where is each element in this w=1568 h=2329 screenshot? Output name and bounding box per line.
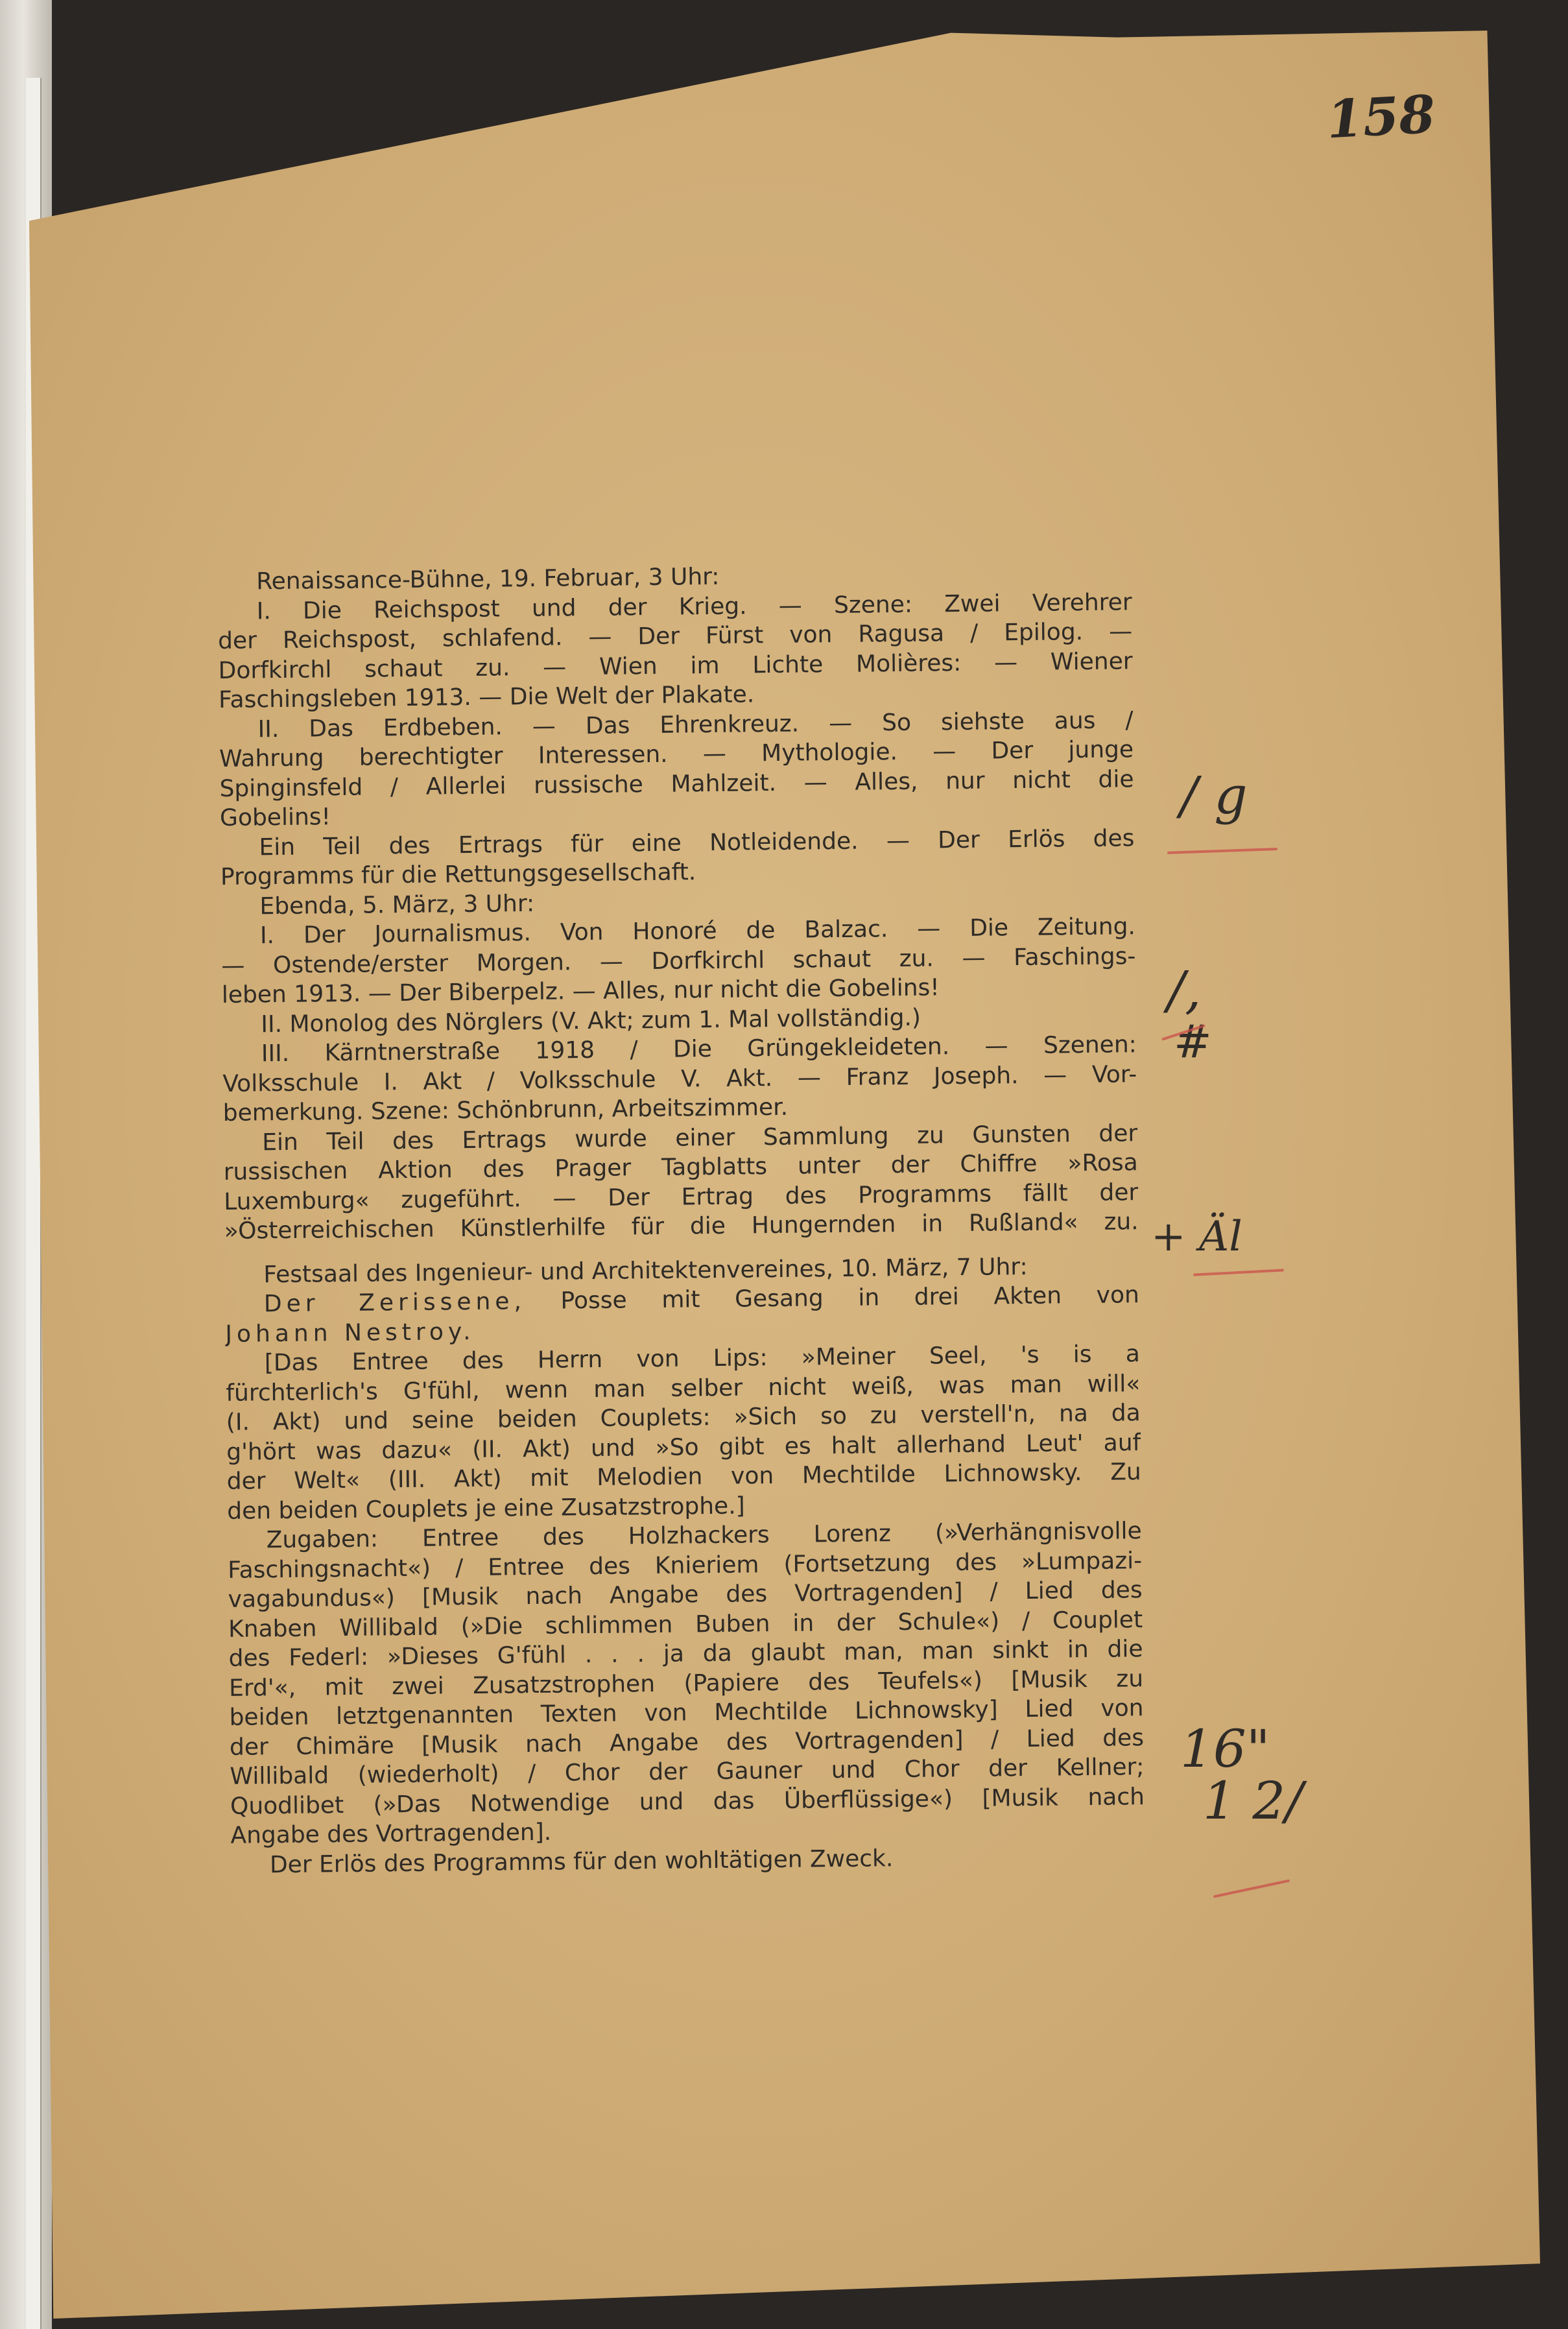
- text-line: »Österreichischen Künstlerhilfe für die Hungernden in Rußland« zu.: [224, 1208, 1139, 1245]
- text-line: — Ostende/erster Morgen. — Dorfkirchl schaut zu. — Faschings-: [221, 942, 1136, 979]
- text-line: Ein Teil des Ertrags wurde einer Sammlung zu Gunsten der: [262, 1119, 1138, 1156]
- margin-note: 1 2/: [1203, 1771, 1303, 1831]
- text-line: Faschingsleben 1913. — Die Welt der Plakate.: [218, 681, 755, 713]
- text-line: vagabundus«) [Musik nach Angabe des Vortragenden] / Lied des: [228, 1577, 1143, 1613]
- text-line: der Chimäre [Musik nach Angabe des Vortragenden] / Lied des: [229, 1724, 1145, 1761]
- text-line: beiden letztgenannten Texten von Mechtilde Lichnowsky] Lied von: [229, 1695, 1144, 1731]
- text-line: I. Die Reichspost und der Krieg. — Szene: Zwei Verehrer: [256, 588, 1132, 625]
- margin-note: 16": [1180, 1719, 1270, 1779]
- text-line: Der Erlös des Programms für den wohltätigen Zweck.: [269, 1845, 894, 1878]
- text-line: I. Der Journalismus. Von Honoré de Balzac. — Die Zeitung.: [259, 913, 1136, 950]
- heading-ebenda: Ebenda, 5. März, 3 Uhr:: [259, 890, 535, 920]
- text-line: Ein Teil des Ertrags für eine Notleidende. — Der Erlös des: [259, 824, 1135, 861]
- text-line: der Welt« (III. Akt) mit Melodien von Mechtilde Lichnowsky. Zu: [226, 1459, 1141, 1495]
- text-line: Willibald (wiederholt) / Chor der Gauner und Chor der Kellner;: [230, 1754, 1145, 1790]
- margin-note: + Äl: [1151, 1213, 1242, 1261]
- text-line: Dorfkirchl schaut zu. — Wien im Lichte Molières: — Wiener: [218, 647, 1133, 684]
- heading-renaissance: Renaissance-Bühne, 19. Februar, 3 Uhr:: [256, 563, 720, 595]
- text-line: Luxemburg« zugeführt. — Der Ertrag des Programms fällt der: [224, 1178, 1139, 1215]
- text-line: Wahrung berechtigter Interessen. — Mythologie. — Der junge: [219, 736, 1134, 772]
- text-line: leben 1913. — Der Biberpelz. — Alles, nur nicht die Gobelins!: [221, 974, 940, 1009]
- text-line: Faschingsnacht«) / Entree des Knieriem (Fortsetzung des »Lumpazi-: [227, 1547, 1143, 1584]
- text-line: (I. Akt) und seine beiden Couplets: »Sich so zu verstell'n, na da: [226, 1400, 1141, 1436]
- text-line: der Reichspost, schlafend. — Der Fürst von Ragusa / Epilog. —: [217, 618, 1133, 654]
- heading-festsaal: Festsaal des Ingenieur- und Architektenvereines, 10. März, 7 Uhr:: [263, 1253, 1028, 1288]
- text-line: Spinginsfeld / Allerlei russische Mahlzeit. — Alles, nur nicht die: [219, 765, 1134, 802]
- play-title: Der Zerissene,: [263, 1288, 527, 1318]
- text-line: Quodlibet (»Das Notwendige und das Überflüssige«) [Musik nach: [230, 1783, 1145, 1820]
- text-line: fürchterlich's G'fühl, wenn man selber nicht weiß, was man will«: [226, 1370, 1141, 1407]
- text-line: g'hört was dazu« (II. Akt) und »So gibt es halt allerhand Leut' auf: [226, 1429, 1141, 1466]
- play-description: Posse mit Gesang in drei Akten von: [560, 1282, 1140, 1315]
- text-line: Programms für die Rettungsgesellschaft.: [220, 859, 696, 890]
- text-line: [Das Entree des Herrn von Lips: »Meiner Seel, 's is a: [264, 1341, 1140, 1377]
- text-line: Angabe des Vortragenden].: [230, 1819, 552, 1849]
- text-line: II. Monolog des Nörglers (V. Akt; zum 1. Mal vollständig.): [261, 1004, 921, 1038]
- document-text: [217, 558, 1145, 1880]
- text-line: bemerkung. Szene: Schönbrunn, Arbeitszimmer.: [222, 1093, 789, 1127]
- margin-note: /,: [1167, 960, 1202, 1020]
- text-line: des Federl: »Dieses G'fühl . . . ja da glaubt man, man sinkt in die: [228, 1636, 1143, 1672]
- text-line: Volksschule I. Akt / Volksschule V. Akt. — Franz Joseph. — Vor-: [222, 1060, 1137, 1097]
- text-line: III. Kärntnerstraße 1918 / Die Grüngekleideten. — Szenen:: [261, 1031, 1137, 1068]
- text-line: Knaben Willibald (»Die schlimmen Buben in der Schule«) / Couplet: [228, 1606, 1143, 1643]
- text-line: den beiden Couplets je eine Zusatzstrophe.]: [227, 1492, 745, 1525]
- text-line: Zugaben: Entree des Holzhackers Lorenz (»Verhängnisvolle: [266, 1518, 1142, 1554]
- margin-note: #: [1174, 1015, 1212, 1068]
- text-line: Gobelins!: [219, 804, 331, 831]
- margin-note: / g: [1180, 765, 1248, 826]
- page-number: 158: [1325, 83, 1437, 150]
- author-name: Johann Nestroy.: [225, 1318, 475, 1348]
- text-line: Erd'«, mit zwei Zusatzstrophen (Papiere des Teufels«) [Musik zu: [228, 1665, 1144, 1702]
- text-line: II. Das Erdbeben. — Das Ehrenkreuz. — So siehste aus /: [257, 706, 1134, 743]
- text-line: russischen Aktion des Prager Tagblatts unter der Chiffre »Rosa: [223, 1149, 1138, 1186]
